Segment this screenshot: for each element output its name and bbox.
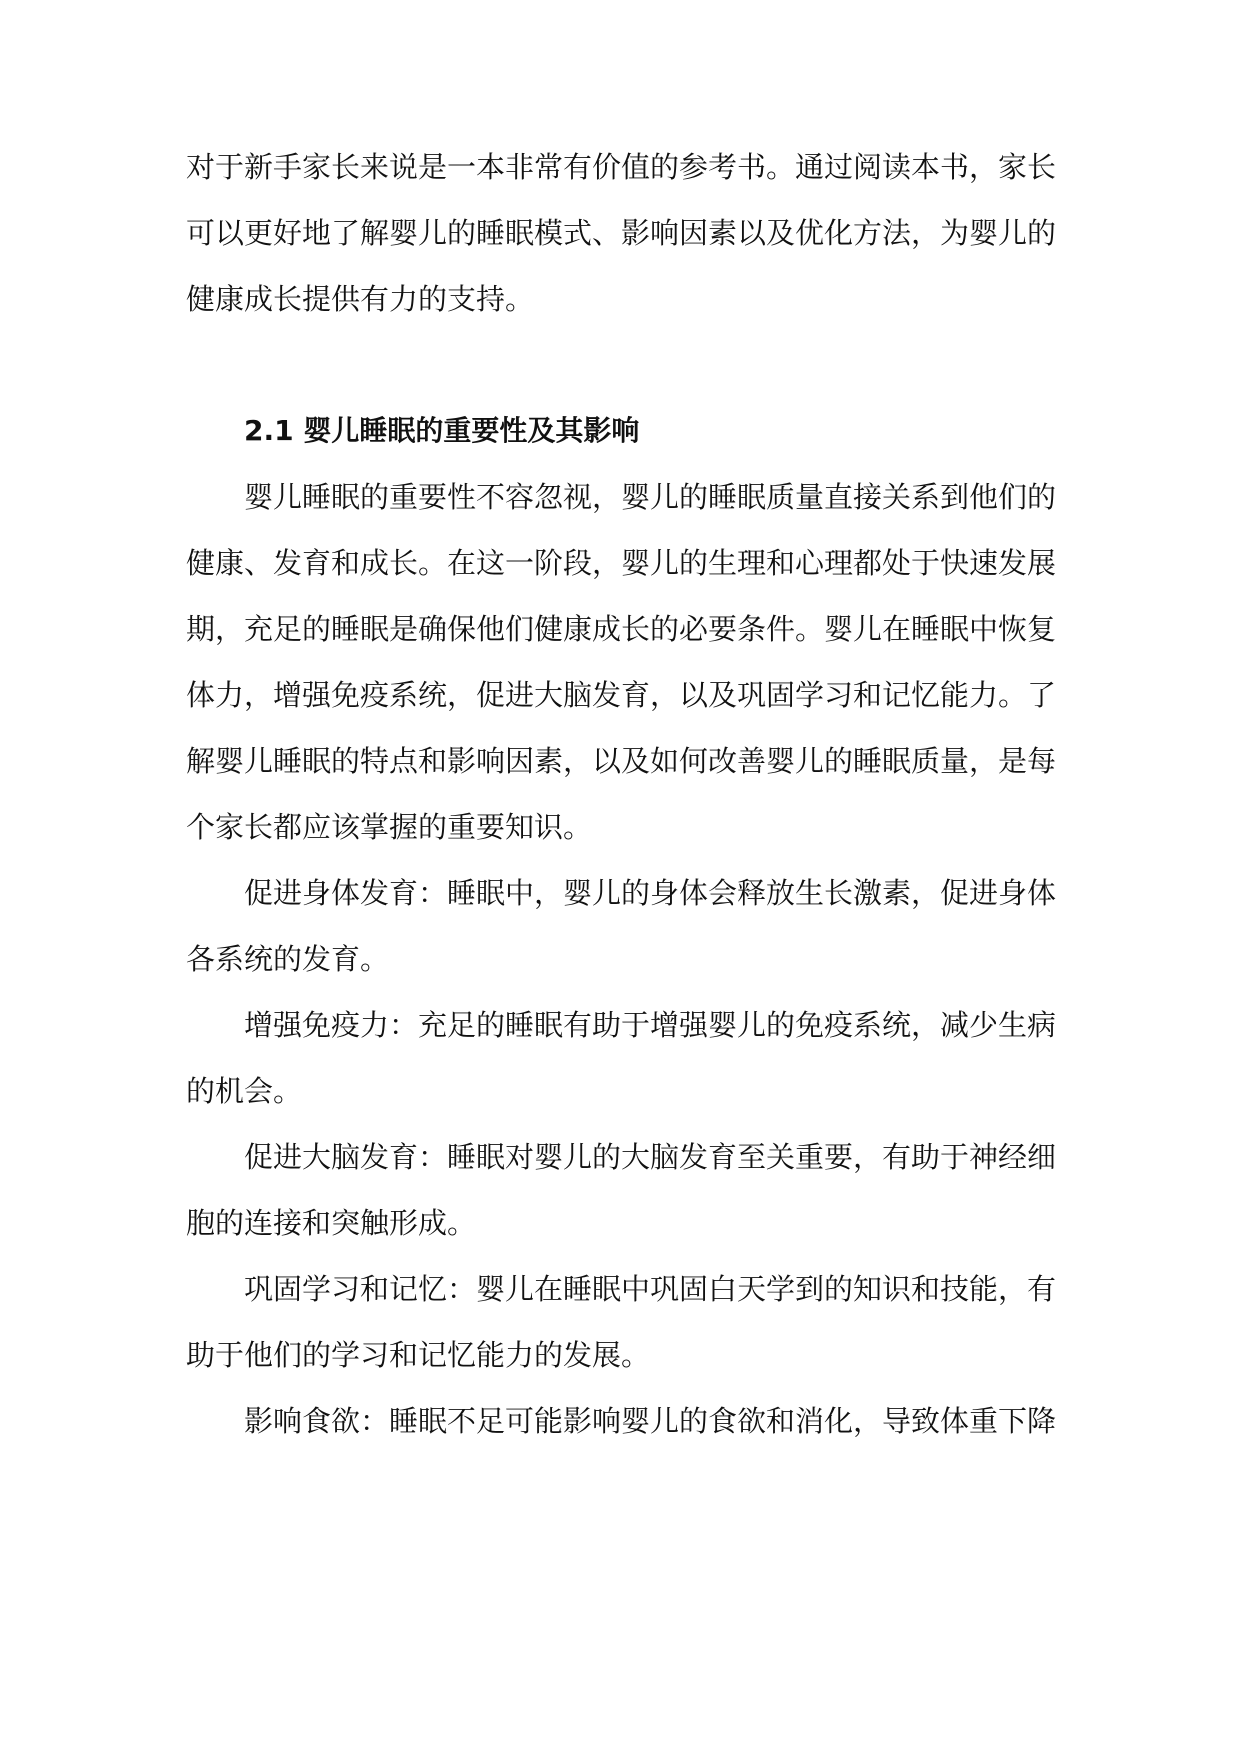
point-learning-memory: 巩固学习和记忆：婴儿在睡眠中巩固白天学到的知识和技能，有助于他们的学习和记忆能力的发展。	[186, 1272, 1057, 1372]
section-paragraph: 婴儿睡眠的重要性不容忽视，婴儿的睡眠质量直接关系到他们的健康、发育和成长。在这一阶段，婴儿的生理和心理都处于快速发展期，充足的睡眠是确保他们健康成长的必要条件。婴儿在睡眠中恢复体力，增强免疫系统，促进大脑发育，以及巩固学习和记忆能力。了解婴儿睡眠的特点和影响因素，以及如何改善婴儿的睡眠质量，是每个家长都应该掌握的重要知识。	[186, 480, 1057, 844]
point-appetite: 影响食欲：睡眠不足可能影响婴儿的食欲和消化，导致体重下降	[244, 1404, 1057, 1438]
intro-paragraph: 对于新手家长来说是一本非常有价值的参考书。通过阅读本书，家长可以更好地了解婴儿的睡眠模式、影响因素以及优化方法，为婴儿的健康成长提供有力的支持。	[186, 150, 1057, 316]
document-page	[186, 134, 1056, 1454]
section-heading: 2.1 婴儿睡眠的重要性及其影响	[244, 414, 640, 447]
point-immunity: 增强免疫力：充足的睡眠有助于增强婴儿的免疫系统，减少生病的机会。	[186, 1008, 1057, 1108]
point-brain-development: 促进大脑发育：睡眠对婴儿的大脑发育至关重要，有助于神经细胞的连接和突触形成。	[186, 1140, 1057, 1240]
point-body-development: 促进身体发育：睡眠中，婴儿的身体会释放生长激素，促进身体各系统的发育。	[186, 876, 1057, 976]
